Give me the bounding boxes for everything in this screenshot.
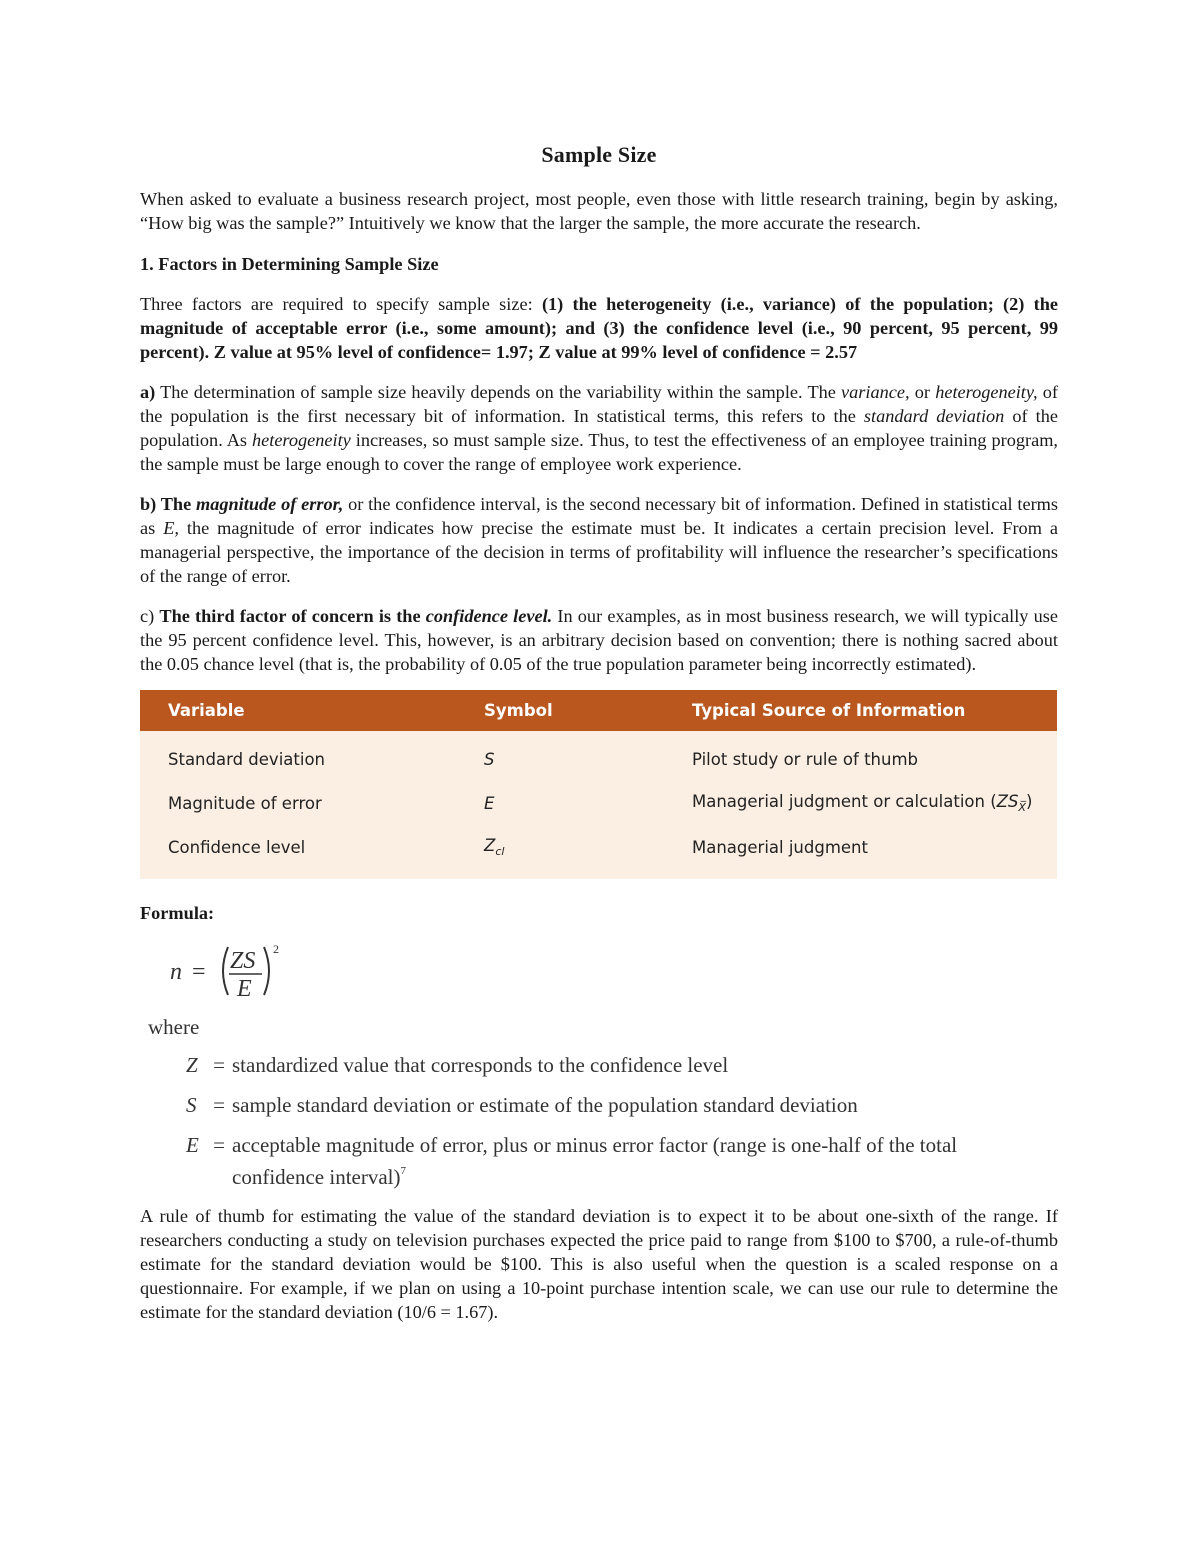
factor-c-paragraph (140, 604, 1058, 676)
factor-c-marker: c) (140, 606, 160, 626)
source-text: Managerial judgment or calculation ( (692, 792, 997, 811)
text-run: or the confidence interval, is the second necessary bit of information. Defined in statistical terms as (140, 494, 1058, 538)
section-heading: 1. Factors in Determining Sample Size (140, 254, 439, 274)
definition-e (186, 1132, 1058, 1190)
cell-symbol: S (484, 749, 495, 769)
header-source: Typical Source of Information (692, 690, 1057, 731)
def-equals: = (213, 1053, 225, 1077)
term-variance: variance, (841, 382, 910, 402)
def-equals: = (213, 1093, 225, 1117)
left-paren (223, 947, 228, 995)
symbol-z: Z (484, 836, 496, 855)
def-text: standardized value that corresponds to the confidence level (232, 1053, 729, 1077)
cell-variable: Magnitude of error (168, 793, 322, 813)
cell-symbol: E (484, 793, 495, 813)
page-title: Sample Size (541, 142, 657, 167)
factor-a-marker: a) (140, 382, 156, 402)
text-run: of the population is the first necessary bit of information. In statistical terms, this refers to the (140, 382, 1058, 426)
cell-variable: Standard deviation (168, 749, 325, 769)
table-row (140, 781, 1057, 825)
text-run: or (909, 382, 936, 402)
symbol-subscript: cl (495, 845, 505, 858)
document-body (140, 142, 1058, 1324)
definition-s (186, 1092, 1058, 1118)
def-text-continued: confidence interval) (232, 1165, 401, 1189)
sample-size-formula (140, 939, 1058, 1009)
formula-denominator: E (237, 976, 252, 1002)
factors-lead: Three factors are required to specify sample size: (140, 294, 542, 314)
header-variable: Variable (140, 690, 484, 731)
variable-definitions (140, 1015, 1058, 1190)
text-run: The determination of sample size heavily depends on the variability within the sample. The (155, 382, 842, 402)
where-label: where (148, 1015, 200, 1039)
term-heterogeneity: heterogeneity, (935, 382, 1038, 402)
term-confidence-level: confidence level. (425, 606, 553, 626)
cell-source (692, 781, 1057, 825)
cell-variable: Confidence level (168, 837, 306, 857)
text-run: increases, so must sample size. Thus, to test the effectiveness of an employee training program, the sample must be large enough to cover the range of employee work experience. (140, 430, 1058, 474)
text-run: In our examples, as in most business research, we will typically use the 95 percent confidence level. This, however, is an arbitrary decision based on convention; there is nothing sacred about the 0.05 chance level (that is, the probability of 0.05 of the true population parameter being incorrectly estimated). (140, 606, 1058, 674)
factors-list: (1) the heterogeneity (i.e., variance) of the population; (2) the magnitude of acceptable error (i.e., some amount); and (3) the confidence level (i.e., 90 percent, 95 percent, 99 percent). Z value at 95% level of confidence= 1.97; Z value at 99% level of confidence = 2.57 (140, 294, 1058, 362)
def-symbol: E (186, 1133, 199, 1157)
term-magnitude-of-error: magnitude of error, (196, 494, 344, 514)
definition-z (186, 1052, 1058, 1078)
text-run: of the population. As (140, 406, 1059, 450)
formula-lhs: n (170, 959, 182, 985)
formula-numerator: ZS (230, 948, 256, 974)
text-run: the magnitude of error indicates how precise the estimate must be. It indicates a certain precision level. From a managerial perspective, the importance of the decision in terms of profitability will influence the researcher’s specifications of the range of error. (140, 518, 1058, 586)
factor-b-lead: b) The (140, 494, 197, 514)
right-paren (264, 947, 269, 995)
def-text: sample standard deviation or estimate of the population standard deviation (232, 1093, 858, 1117)
header-symbol: Symbol (484, 690, 692, 731)
source-subscript: X̅ (1018, 801, 1026, 814)
def-continuation (232, 1158, 1058, 1190)
cell-symbol (484, 825, 692, 879)
footnote-marker: 7 (400, 1165, 406, 1177)
cell-source: Pilot study or rule of thumb (692, 749, 918, 769)
cell-source: Managerial judgment (692, 837, 868, 857)
variables-table (140, 690, 1057, 879)
table-header-row (140, 690, 1057, 731)
def-text: acceptable magnitude of error, plus or minus error factor (range is one-half of the total (232, 1133, 958, 1157)
term-e: E, (163, 518, 179, 538)
source-math: ZS (996, 792, 1019, 811)
source-close: ) (1025, 792, 1033, 811)
factors-paragraph (140, 292, 1058, 364)
formula-graphic (166, 939, 306, 1009)
def-symbol: Z (186, 1053, 198, 1077)
table-row (140, 731, 1057, 781)
factor-a-paragraph (140, 380, 1058, 476)
formula-label: Formula: (140, 903, 215, 923)
term-standard-deviation: standard deviation (863, 406, 1005, 426)
intro-paragraph: When asked to evaluate a business research project, most people, even those with little research training, begin by asking, “How big was the sample?” Intuitively we know that the larger the sample, the more accurate the research. (140, 189, 1058, 233)
formula-equals: = (192, 959, 206, 985)
term-heterogeneity: heterogeneity (251, 430, 351, 450)
def-equals: = (213, 1133, 225, 1157)
factor-b-paragraph (140, 492, 1058, 588)
rule-of-thumb-paragraph: A rule of thumb for estimating the value of the standard deviation is to expect it to be about one-sixth of the range. If researchers conducting a study on television purchases expected the price paid to range from $100 to $700, a rule-of-thumb estimate for the standard deviation would be $100. This is also useful when the question is a scaled response on a questionnaire. For example, if we plan on using a 10-point purchase intention scale, we can use our rule to determine the estimate for the standard deviation (10/6 = 1.67). (140, 1206, 1058, 1322)
factor-c-lead: The third factor of concern is the (159, 606, 426, 626)
formula-exponent: 2 (273, 942, 279, 956)
def-symbol: S (186, 1093, 197, 1117)
table-row (140, 825, 1057, 879)
